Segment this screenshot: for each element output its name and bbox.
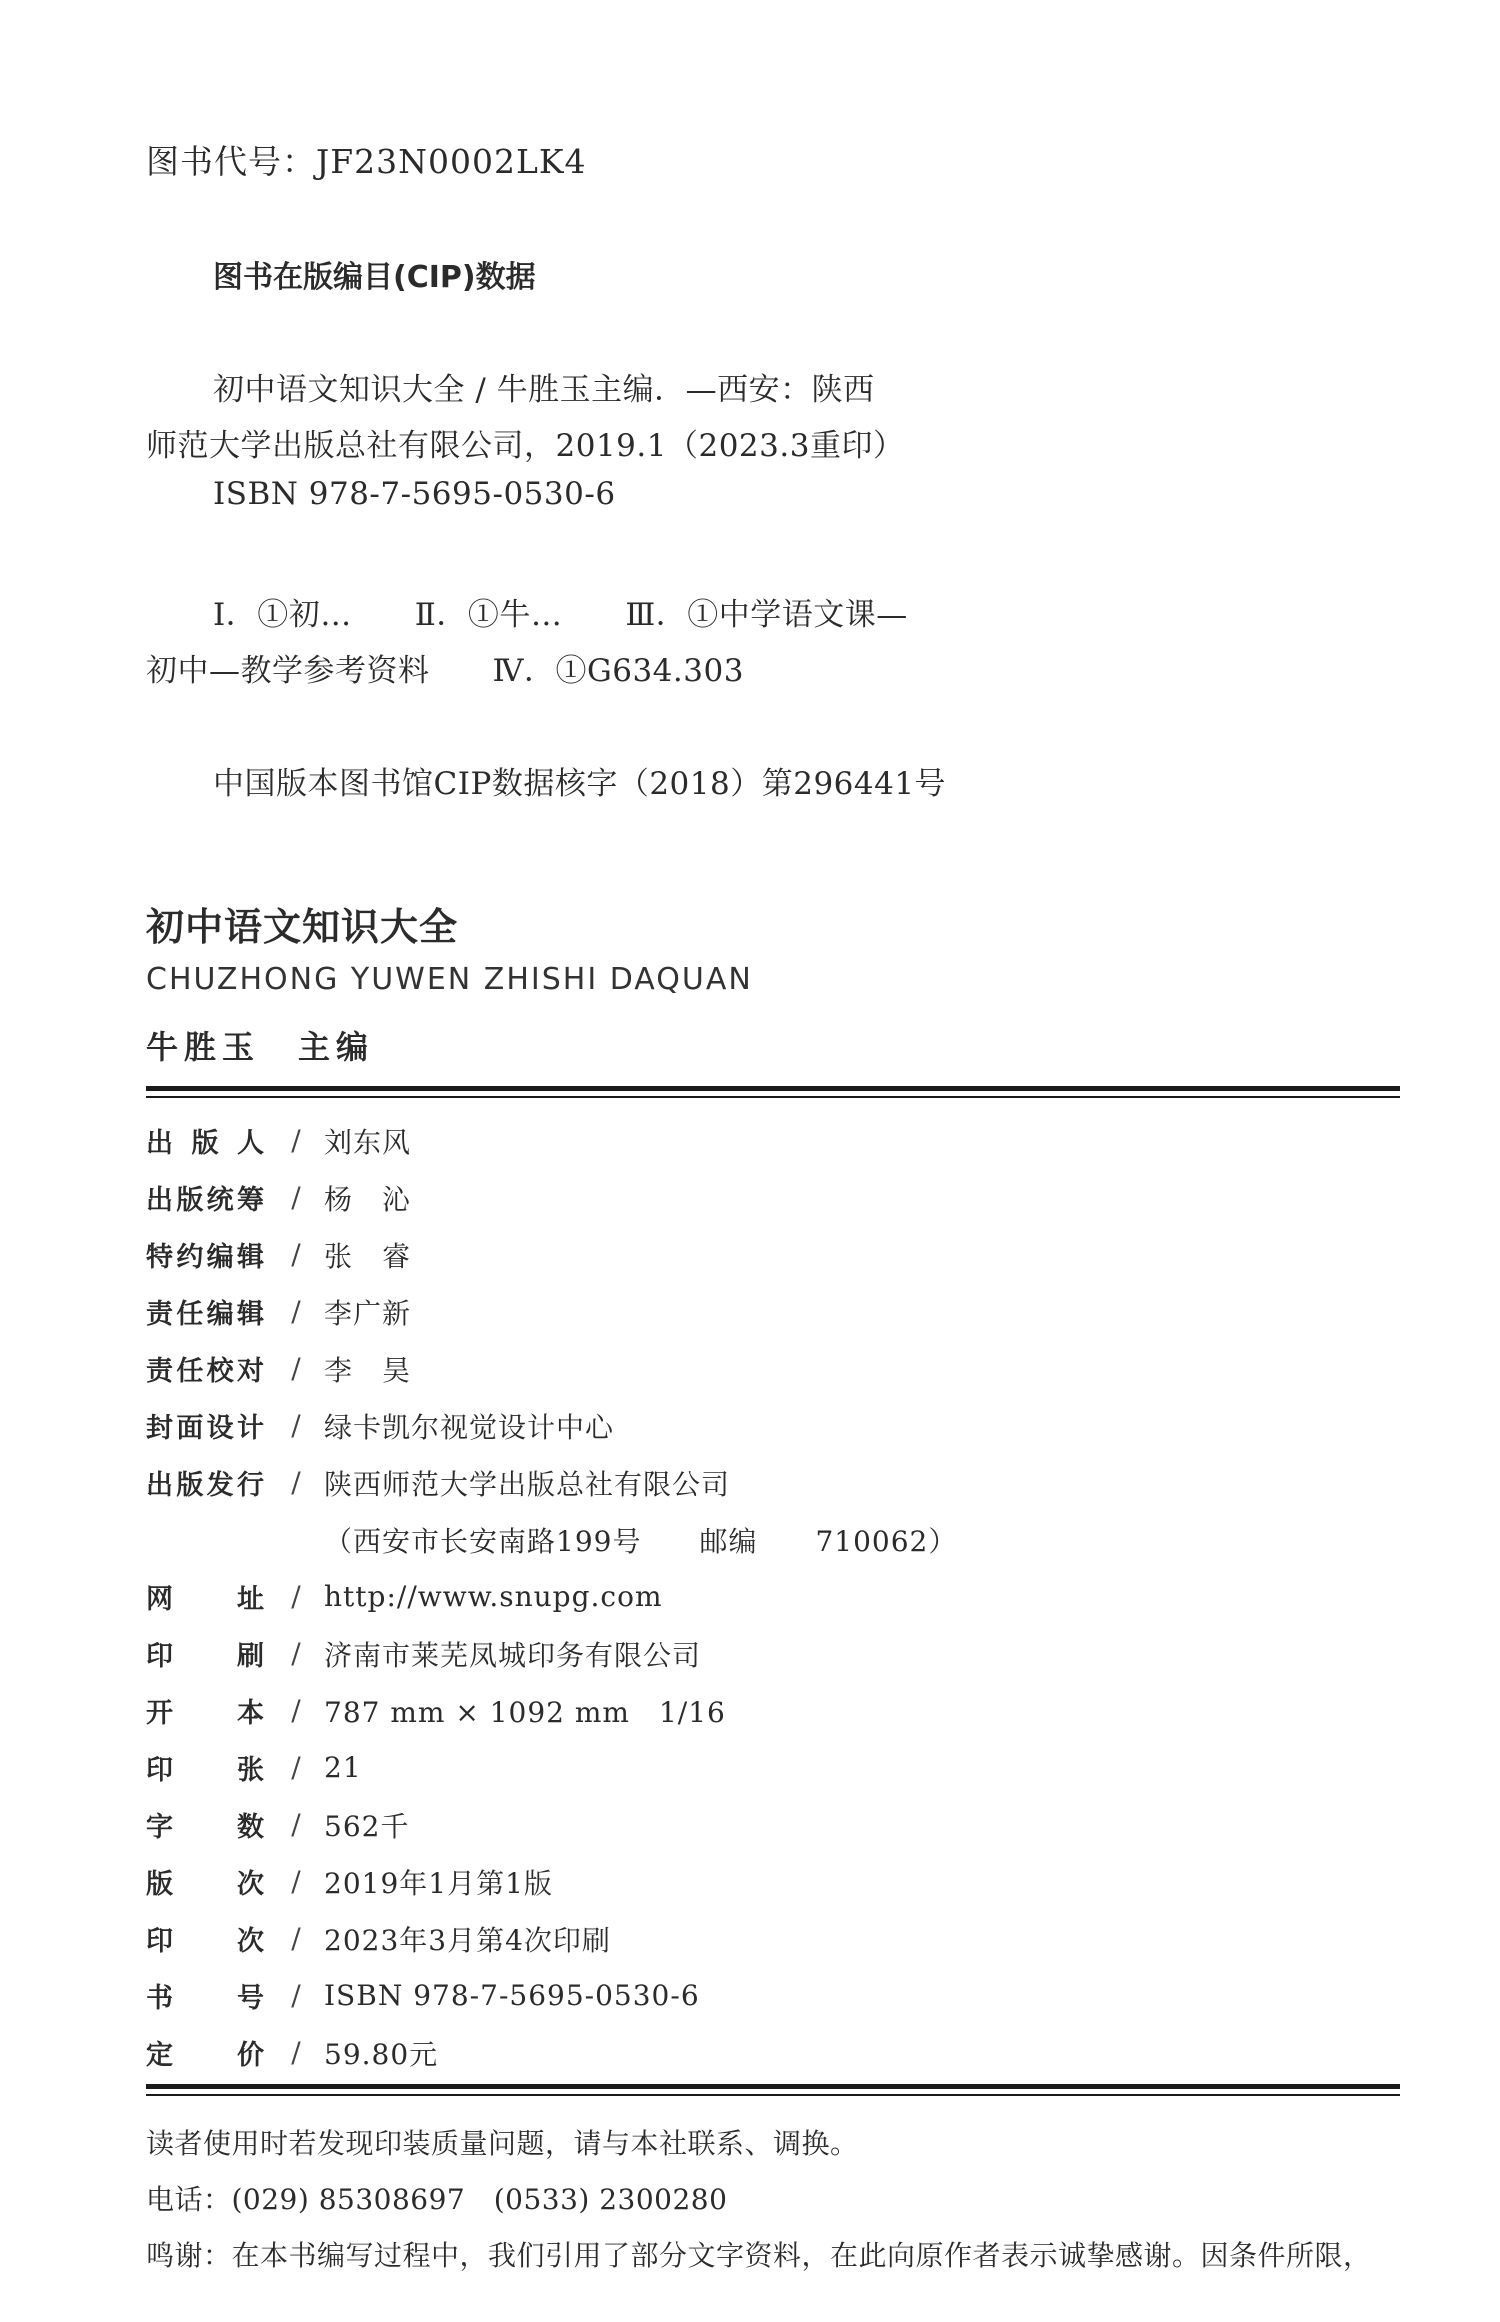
publication-details [146,1112,1400,2081]
detail-label: 出版发行 [146,1470,264,1501]
detail-row [146,1340,1400,1397]
bottom-rule-thin [146,2094,1400,2096]
detail-value: 杨 沁 [324,1182,412,1216]
detail-label: 印张 [146,1755,264,1786]
detail-value: 济南市莱芜凤城印务有限公司 [324,1638,702,1672]
separator: / [291,2036,301,2069]
detail-value: 绿卡凯尔视觉设计中心 [324,1410,615,1444]
separator: / [291,1808,301,1841]
acknowledgement: 鸣谢：在本书编写过程中，我们引用了部分文字资料，在此向原作者表示诚挚感谢。因条件所限， [146,2239,1372,2272]
detail-label: 出版统筹 [146,1185,264,1216]
detail-label: 出版人 [146,1128,264,1159]
detail-value: 2023年3月第4次印刷 [324,1923,611,1957]
detail-row [146,2024,1400,2081]
book-code: 图书代号：JF23N0002LK4 [146,142,587,181]
cip-heading: 图书在版编目(CIP)数据 [213,260,536,295]
top-rule-thin [146,1096,1400,1098]
detail-value: ISBN 978-7-5695-0530-6 [324,1979,700,2012]
bottom-rule-thick [146,2084,1400,2089]
detail-value: 刘东风 [324,1125,412,1159]
detail-label: 书号 [146,1983,264,2014]
separator: / [291,1637,301,1670]
detail-row [146,1454,1400,1511]
detail-row [146,1910,1400,1967]
separator: / [291,1694,301,1727]
detail-row [146,1397,1400,1454]
detail-label: 版次 [146,1869,264,1900]
detail-value: 2019年1月第1版 [324,1866,553,1900]
cip-line-1: 初中语文知识大全 / 牛胜玉主编．—西安：陕西 [213,372,875,408]
cip-classification-2: 初中—教学参考资料 Ⅳ．①G634.303 [146,653,744,689]
detail-row-continuation [146,1511,1400,1568]
detail-value: 李广新 [324,1296,412,1330]
top-rule-thick [146,1086,1400,1091]
separator: / [291,1352,301,1385]
detail-label: 定价 [146,2040,264,2071]
publisher-address: （西安市长安南路199号 邮编 710062） [324,1524,958,1558]
cip-line-2: 师范大学出版总社有限公司，2019.1（2023.3重印） [146,428,905,464]
detail-row [146,1169,1400,1226]
detail-row [146,1967,1400,2024]
separator: / [291,1580,301,1613]
separator: / [291,1751,301,1784]
detail-row [146,1568,1400,1625]
detail-value: 787 mm × 1092 mm 1/16 [324,1695,726,1729]
detail-row [146,1853,1400,1910]
phone-numbers: 电话：(029) 85308697 (0533) 2300280 [146,2183,728,2216]
detail-row [146,1796,1400,1853]
detail-label: 封面设计 [146,1413,264,1444]
detail-label: 责任编辑 [146,1299,264,1330]
separator: / [291,1238,301,1271]
detail-label: 字数 [146,1812,264,1843]
separator: / [291,1466,301,1499]
detail-label: 开本 [146,1698,264,1729]
separator: / [291,1979,301,2012]
detail-value: 562千 [324,1809,410,1843]
detail-label: 网址 [146,1584,264,1615]
detail-row [146,1112,1400,1169]
book-title: 初中语文知识大全 [146,905,459,949]
detail-label: 责任校对 [146,1356,264,1387]
separator: / [291,1295,301,1328]
detail-row [146,1226,1400,1283]
detail-label: 印刷 [146,1641,264,1672]
detail-value: 张 睿 [324,1239,412,1273]
quality-notice: 读者使用时若发现印装质量问题，请与本社联系、调换。 [146,2127,859,2160]
book-editor: 牛胜玉 主编 [146,1028,375,1066]
detail-row [146,1625,1400,1682]
separator: / [291,1922,301,1955]
separator: / [291,1124,301,1157]
detail-value: 21 [324,1751,362,1784]
website-link[interactable]: http://www.snupg.com [324,1580,663,1613]
detail-value: 李 昊 [324,1353,412,1387]
separator: / [291,1409,301,1442]
cip-isbn: ISBN 978-7-5695-0530-6 [213,476,616,512]
detail-row [146,1739,1400,1796]
detail-value: 59.80元 [324,2037,439,2071]
detail-label: 特约编辑 [146,1242,264,1273]
separator: / [291,1181,301,1214]
detail-row [146,1682,1400,1739]
detail-label: 印次 [146,1926,264,1957]
separator: / [291,1865,301,1898]
cip-record-number: 中国版本图书馆CIP数据核字（2018）第296441号 [213,766,947,802]
cip-classification-1: Ⅰ．①初… Ⅱ．①牛… Ⅲ．①中学语文课— [213,597,908,633]
detail-row [146,1283,1400,1340]
detail-value: 陕西师范大学出版总社有限公司 [324,1467,731,1501]
book-title-pinyin: CHUZHONG YUWEN ZHISHI DAQUAN [146,962,753,997]
